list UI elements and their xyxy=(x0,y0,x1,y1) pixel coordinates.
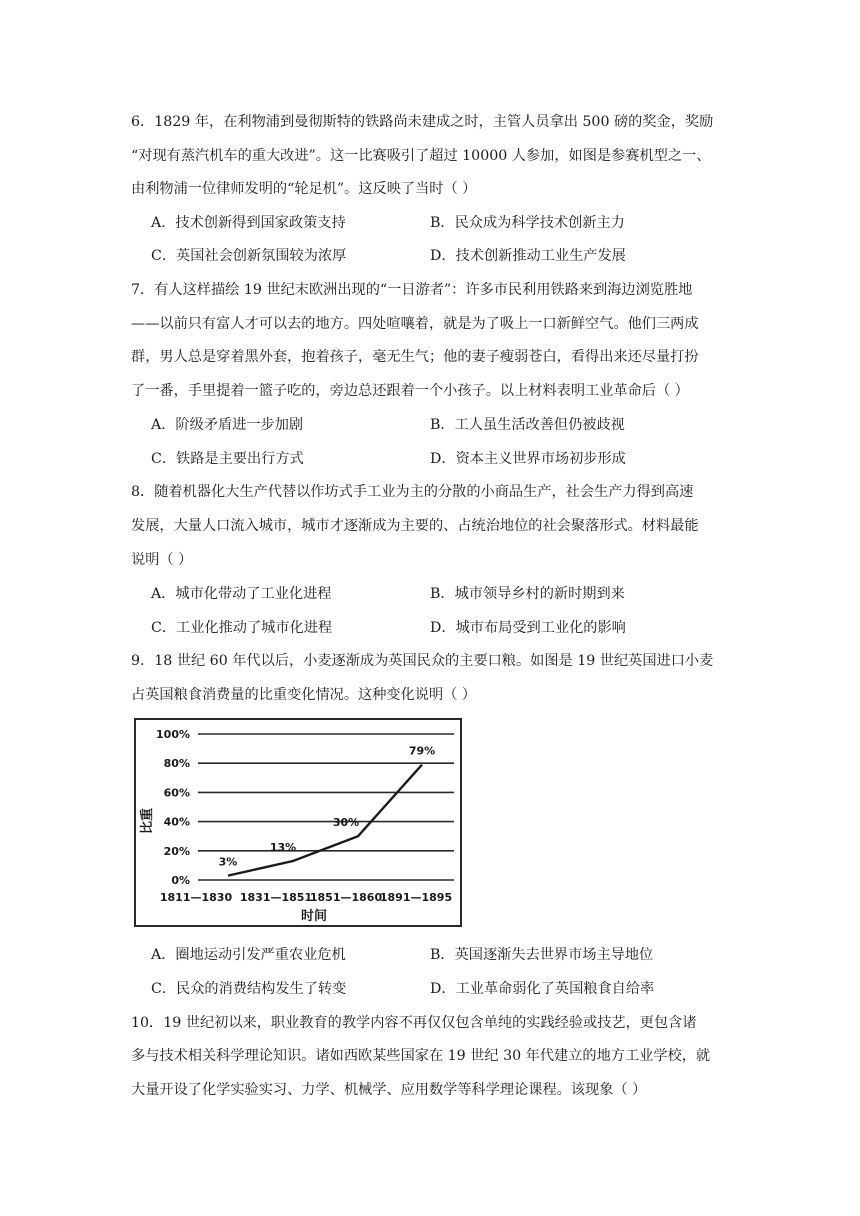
y-tick-label: 20% xyxy=(163,844,190,858)
question-7-option-c[interactable]: C．铁路是主要出行方式 xyxy=(151,451,304,467)
question-9-line-2: 占英国粮食消费量的比重变化情况。这种变化说明（ ） xyxy=(131,687,477,703)
y-tick-label: 100% xyxy=(156,728,190,741)
chart-canvas xyxy=(136,720,460,925)
question-6-option-c[interactable]: C．英国社会创新氛围较为浓厚 xyxy=(151,248,347,264)
question-7-option-a[interactable]: A．阶级矛盾进一步加剧 xyxy=(151,417,304,433)
question-7-line-4: 了一番，手里提着一篮子吃的，旁边总还跟着一个小孩子。以上材料表明工业革命后（ ） xyxy=(131,383,689,399)
question-6-option-a[interactable]: A．技术创新得到国家政策支持 xyxy=(151,215,346,231)
question-8-option-d[interactable]: D．城市布局受到工业化的影响 xyxy=(430,620,626,636)
data-label: 3% xyxy=(218,855,238,869)
question-9-option-d[interactable]: D．工业革命弱化了英国粮食自给率 xyxy=(430,981,655,997)
question-10-line-2: 多与技术相关科学理论知识。诸如西欧某些国家在 19 世纪 30 年代建立的地方工业学校，就 xyxy=(131,1048,711,1064)
chart-x-ticks xyxy=(160,891,452,904)
wheat-import-share-chart xyxy=(134,718,462,927)
question-8-option-c[interactable]: C．工业化推动了城市化进程 xyxy=(151,620,333,636)
x-tick-label: 1891—1895 xyxy=(379,891,453,904)
y-tick-label: 40% xyxy=(163,815,190,829)
question-6-line-1: 6．1829 年，在利物浦到曼彻斯特的铁路尚未建成之时，主管人员拿出 500 磅的奖金，奖励 xyxy=(131,114,714,130)
question-7-option-b[interactable]: B．工人虽生活改善但仍被歧视 xyxy=(430,417,625,433)
series-line xyxy=(228,765,422,876)
question-7-line-3: 群，男人总是穿着黑外套，抱着孩子，毫无生气；他的妻子瘦弱苍白，看得出来还尽量打扮 xyxy=(131,349,699,365)
chart-y-ticks xyxy=(156,728,190,887)
x-tick-label: 1811—1830 xyxy=(159,891,233,904)
y-tick-label: 0% xyxy=(171,874,190,887)
x-tick-label: 1831—1851 xyxy=(239,891,313,904)
data-label: 79% xyxy=(408,744,436,758)
question-8-option-b[interactable]: B．城市领导乡村的新时期到来 xyxy=(430,586,625,602)
question-8-line-3: 说明（ ） xyxy=(131,552,193,568)
y-tick-label: 60% xyxy=(163,786,190,800)
question-7-option-d[interactable]: D．资本主义世界市场初步形成 xyxy=(430,451,626,467)
question-10-line-3: 大量开设了化学实验实习、力学、机械学、应用数学等科学理论课程。该现象（ ） xyxy=(131,1082,647,1098)
chart-y-axis-label: 比重 xyxy=(140,807,155,835)
question-9-option-a[interactable]: A．圈地运动引发严重农业危机 xyxy=(151,947,346,963)
question-9-option-c[interactable]: C．民众的消费结构发生了转变 xyxy=(151,981,347,997)
data-label: 13% xyxy=(269,841,297,855)
question-8-line-1: 8．随着机器化大生产代替以作坊式手工业为主的分散的小商品生产，社会生产力得到高速 xyxy=(131,484,694,500)
question-6-line-3: 由利物浦一位律师发明的“轮足机”。这反映了当时（ ） xyxy=(131,181,477,197)
question-8-line-2: 发展，大量人口流入城市，城市才逐渐成为主要的、占统治地位的社会聚落形式。材料最能 xyxy=(131,518,699,534)
question-6-option-b[interactable]: B．民众成为科学技术创新主力 xyxy=(430,215,625,231)
chart-series-line xyxy=(228,765,422,876)
data-label: 30% xyxy=(332,816,360,830)
question-9-option-b[interactable]: B．英国逐渐失去世界市场主导地位 xyxy=(430,947,654,963)
chart-x-axis-label: 时间 xyxy=(300,909,328,924)
question-7-line-1: 7．有人这样描绘 19 世纪末欧洲出现的“一日游者”：许多市民利用铁路来到海边浏览胜地 xyxy=(131,282,693,298)
question-8-option-a[interactable]: A．城市化带动了工业化进程 xyxy=(151,586,332,602)
question-10-line-1: 10．19 世纪初以来，职业教育的教学内容不再仅仅包含单纯的实践经验或技艺，更包含诸 xyxy=(131,1015,697,1031)
y-tick-label: 80% xyxy=(163,757,190,771)
question-7-line-2: ——以前只有富人才可以去的地方。四处喧嚷着，就是为了吸上一口新鲜空气。他们三两成 xyxy=(131,316,699,332)
question-6-option-d[interactable]: D．技术创新推动工业生产发展 xyxy=(430,248,626,264)
question-9-line-1: 9．18 世纪 60 年代以后，小麦逐渐成为英国民众的主要口粮。如图是 19 世纪英国进口小麦 xyxy=(131,653,714,669)
x-tick-label: 1851—1860 xyxy=(309,891,383,904)
question-6-line-2: “对现有蒸汽机车的重大改进”。这一比赛吸引了超过 10000 人参加，如图是参赛机型之一、 xyxy=(131,148,711,164)
